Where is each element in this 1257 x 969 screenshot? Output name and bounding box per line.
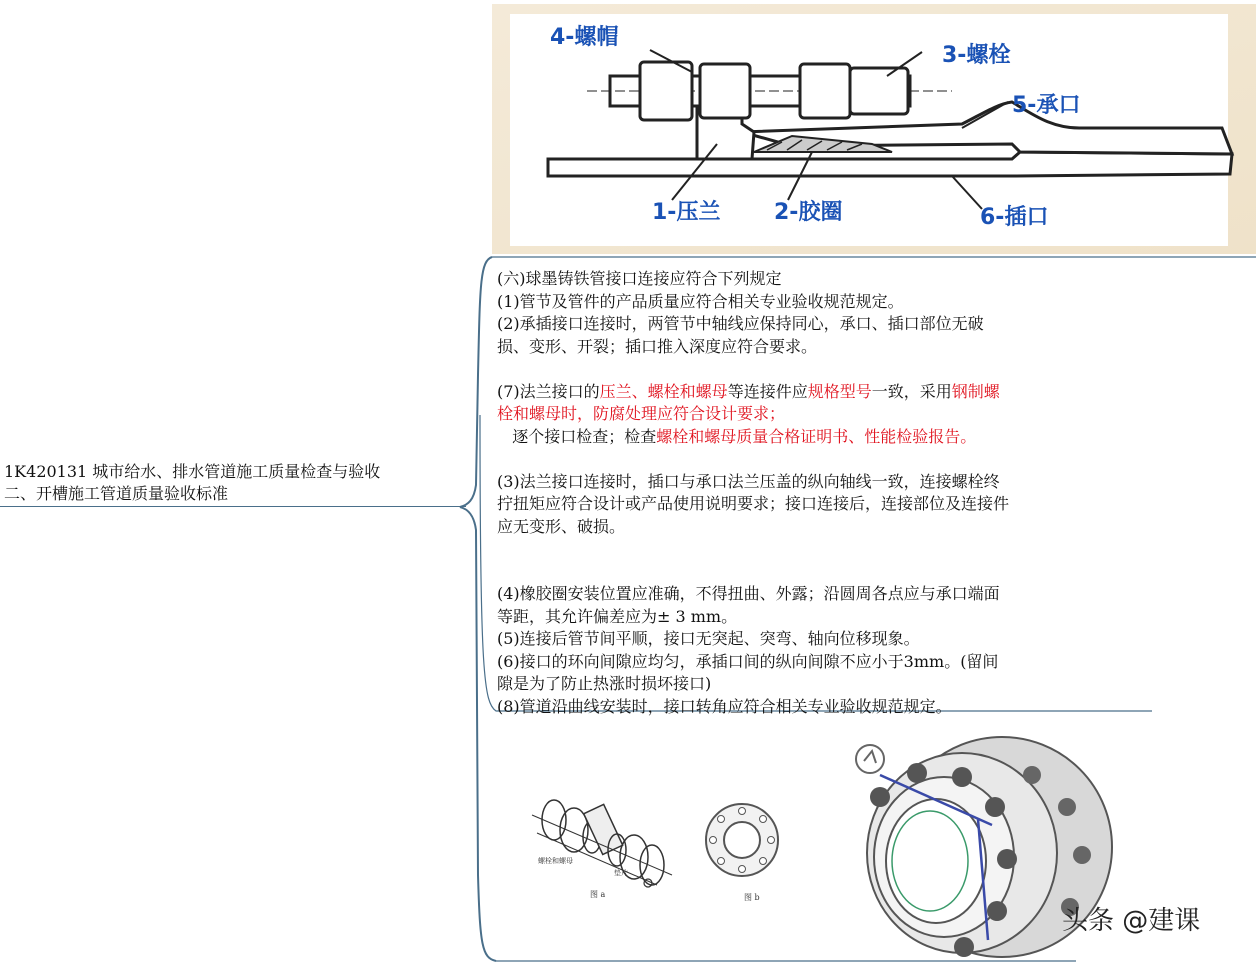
- item-3-line1: (3)法兰接口连接时，插口与承口法兰压盖的纵向轴线一致，连接螺栓终: [497, 471, 1000, 491]
- item-3-line2: 拧扭矩应符合设计或产品使用说明要求；接口连接后，连接部位及连接件: [497, 494, 1010, 513]
- item-7-text-e: 一致，采用: [871, 381, 952, 401]
- figure-b-flange-ring: [706, 804, 778, 902]
- topic-title: 1K420131 城市给水、排水管道施工质量检查与验收: [4, 462, 381, 481]
- item-8: (8)管道沿曲线安装时，接口转角应符合相关专业验收规范规定。: [497, 696, 952, 716]
- item-7-text-c: 等连接件应: [727, 381, 808, 401]
- label-bolt: 3-螺栓: [942, 43, 1011, 68]
- item-7-check-text: 逐个接口检查；检查: [497, 426, 657, 446]
- item-6-line1: (6)接口的环向间隙应均匀，承插口间的纵向间隙不应小于3mm。(留间: [497, 651, 999, 671]
- flange-joint-diagram: [492, 4, 1256, 254]
- item-7-line3: [497, 426, 1157, 449]
- item-7-highlight-steel: 钢制螺: [951, 381, 1000, 401]
- figure-a-exploded: [532, 800, 672, 899]
- label-spigot: 6-插口: [980, 205, 1049, 230]
- item-4-line2: 等距，其允许偏差应为± 3 mm。: [497, 606, 738, 626]
- item-2-line2: 损、变形、开裂；插口推入深度应符合要求。: [497, 336, 818, 356]
- fig-a-gasket-label: 垫片: [614, 869, 628, 877]
- fig-a-bolt-label: 螺栓和螺母: [538, 857, 573, 865]
- item-7-text-a: (7)法兰接口的: [497, 381, 600, 401]
- item-5: (5)连接后管节间平顺，接口无突起、突弯、轴向位移现象。: [497, 629, 920, 648]
- topic-underline: [0, 506, 466, 507]
- section-heading: (六)球墨铸铁管接口连接应符合下列规定: [497, 269, 782, 288]
- label-gasket: 2-胶圈: [774, 200, 843, 225]
- item-3-line3: 应无变形、破损。: [497, 516, 626, 536]
- item-6-line2: 隙是为了防止热涨时损坏接口): [497, 674, 712, 693]
- item-4-line1: (4)橡胶圈安装位置应准确，不得扭曲、外露；沿圆周各点应与承口端面: [497, 584, 1000, 603]
- topic-subtitle: 二、开槽施工管道质量验收标准: [4, 484, 229, 503]
- fig-b-caption: 图 b: [744, 893, 760, 902]
- item-1: (1)管节及管件的产品质量应符合相关专业验收规范规定。: [497, 291, 904, 311]
- label-socket: 5-承口: [1012, 93, 1081, 118]
- label-nut: 4-螺帽: [550, 25, 619, 50]
- item-2-line1: (2)承插接口连接时，两管节中轴线应保持同心，承口、插口部位无破: [497, 314, 984, 333]
- label-gland: 1-压兰: [652, 200, 721, 225]
- fig-a-caption: 图 a: [590, 890, 606, 899]
- watermark-text: 头条 @建课: [1062, 906, 1201, 936]
- item-7-highlight-cert: 螺栓和螺母质量合格证明书、性能检验报告。: [656, 426, 977, 446]
- item-7-line1: [497, 381, 1157, 404]
- left-topic: [4, 461, 474, 505]
- item-7-highlight-parts: 压兰、螺栓和螺母: [599, 381, 728, 401]
- spec-text-block: [497, 268, 1157, 718]
- flange-joint-drawing: [492, 4, 1256, 254]
- item-7-highlight-spec: 规格型号: [807, 381, 872, 401]
- item-7-line2: 栓和螺母时，防腐处理应符合设计要求；: [497, 404, 786, 423]
